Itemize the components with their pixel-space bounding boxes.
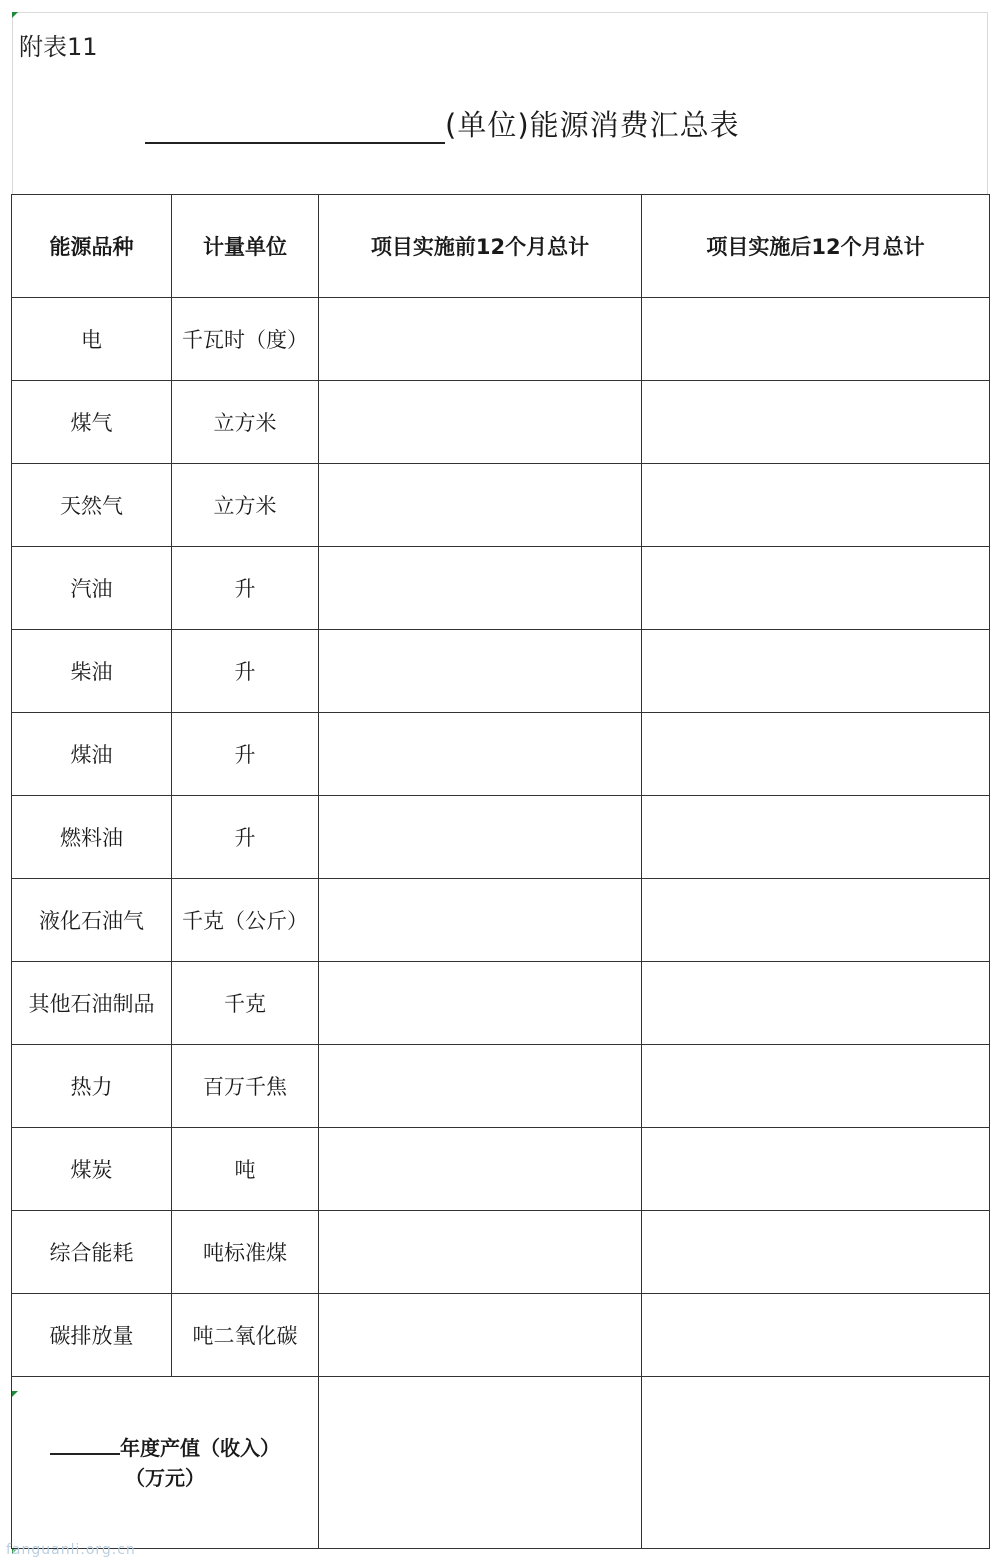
energy-type-cell: 汽油 <box>12 547 172 630</box>
table-row <box>12 879 990 962</box>
before-total-cell[interactable] <box>319 879 642 962</box>
after-total-cell[interactable] <box>642 298 990 381</box>
energy-type-cell: 天然气 <box>12 464 172 547</box>
unit-cell: 千克 <box>172 962 319 1045</box>
unit-cell: 吨 <box>172 1128 319 1211</box>
after-total-cell[interactable] <box>642 464 990 547</box>
energy-type-cell: 电 <box>12 298 172 381</box>
header-after-12-months: 项目实施后12个月总计 <box>642 195 990 298</box>
title-text: (单位)能源消费汇总表 <box>445 108 740 142</box>
after-total-cell[interactable] <box>642 796 990 879</box>
table-row <box>12 381 990 464</box>
before-total-cell[interactable] <box>319 1211 642 1294</box>
header-energy-type: 能源品种 <box>12 195 172 298</box>
energy-type-cell: 燃料油 <box>12 796 172 879</box>
annual-output-before-cell[interactable] <box>319 1377 642 1549</box>
before-total-cell[interactable] <box>319 464 642 547</box>
energy-type-cell: 煤气 <box>12 381 172 464</box>
after-total-cell[interactable] <box>642 879 990 962</box>
after-total-cell[interactable] <box>642 713 990 796</box>
page-title <box>145 104 740 144</box>
unit-cell: 立方米 <box>172 381 319 464</box>
after-total-cell[interactable] <box>642 547 990 630</box>
table-row <box>12 298 990 381</box>
unit-cell: 百万千焦 <box>172 1045 319 1128</box>
unit-cell: 吨二氧化碳 <box>172 1294 319 1377</box>
before-total-cell[interactable] <box>319 298 642 381</box>
table-row <box>12 630 990 713</box>
table-row <box>12 1211 990 1294</box>
annual-output-label-cell <box>12 1377 319 1549</box>
annual-output-row <box>12 1377 990 1549</box>
before-total-cell[interactable] <box>319 962 642 1045</box>
cell-comment-marker-icon <box>12 12 18 18</box>
before-total-cell[interactable] <box>319 1045 642 1128</box>
unit-cell: 吨标准煤 <box>172 1211 319 1294</box>
before-total-cell[interactable] <box>319 630 642 713</box>
before-total-cell[interactable] <box>319 796 642 879</box>
before-total-cell[interactable] <box>319 381 642 464</box>
after-total-cell[interactable] <box>642 630 990 713</box>
energy-type-cell: 热力 <box>12 1045 172 1128</box>
table-row <box>12 1045 990 1128</box>
unit-cell: 升 <box>172 796 319 879</box>
energy-type-cell: 煤油 <box>12 713 172 796</box>
unit-cell: 千克（公斤） <box>172 879 319 962</box>
unit-cell: 升 <box>172 547 319 630</box>
table-row <box>12 962 990 1045</box>
energy-type-cell: 碳排放量 <box>12 1294 172 1377</box>
energy-type-cell: 柴油 <box>12 630 172 713</box>
after-total-cell[interactable] <box>642 1294 990 1377</box>
annual-output-unit: （万元） <box>125 1465 205 1490</box>
annex-label: 附表11 <box>19 33 98 61</box>
after-total-cell[interactable] <box>642 1045 990 1128</box>
before-total-cell[interactable] <box>319 1294 642 1377</box>
before-total-cell[interactable] <box>319 713 642 796</box>
table-row <box>12 796 990 879</box>
before-total-cell[interactable] <box>319 547 642 630</box>
unit-cell: 升 <box>172 630 319 713</box>
energy-type-cell: 其他石油制品 <box>12 962 172 1045</box>
energy-type-cell: 液化石油气 <box>12 879 172 962</box>
after-total-cell[interactable] <box>642 381 990 464</box>
table-row <box>12 1294 990 1377</box>
table-row <box>12 464 990 547</box>
watermark: fanguanli.org.cn <box>6 1542 136 1558</box>
before-total-cell[interactable] <box>319 1128 642 1211</box>
after-total-cell[interactable] <box>642 1211 990 1294</box>
unit-cell: 立方米 <box>172 464 319 547</box>
unit-cell: 千瓦时（度） <box>172 298 319 381</box>
unit-name-blank[interactable] <box>145 110 445 144</box>
header-unit: 计量单位 <box>172 195 319 298</box>
table-row <box>12 1128 990 1211</box>
year-blank[interactable] <box>50 1433 120 1455</box>
table-header-row <box>12 195 990 298</box>
header-before-12-months: 项目实施前12个月总计 <box>319 195 642 298</box>
after-total-cell[interactable] <box>642 962 990 1045</box>
table-row <box>12 713 990 796</box>
energy-summary-table <box>11 194 990 1549</box>
annual-output-after-cell[interactable] <box>642 1377 990 1549</box>
energy-type-cell: 煤炭 <box>12 1128 172 1211</box>
after-total-cell[interactable] <box>642 1128 990 1211</box>
unit-cell: 升 <box>172 713 319 796</box>
annual-output-label: 年度产值（收入） <box>120 1435 280 1460</box>
energy-type-cell: 综合能耗 <box>12 1211 172 1294</box>
table-row <box>12 547 990 630</box>
